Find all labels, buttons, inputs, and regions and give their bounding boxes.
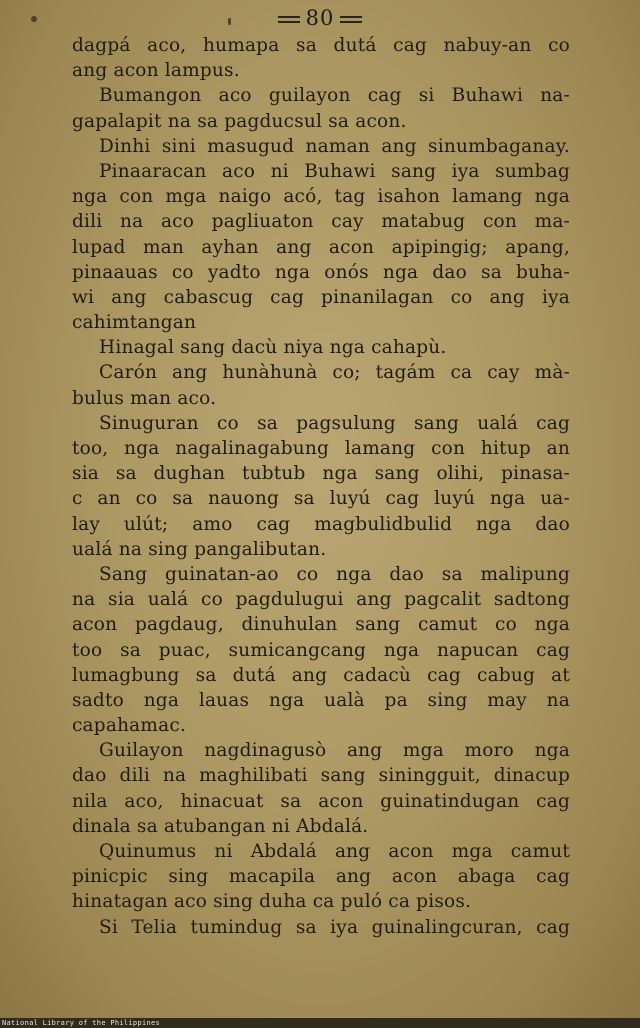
page-number (0, 6, 640, 30)
text-line: dagpá aco, humapa sa dutá cag nabuy-an co (72, 35, 570, 56)
text-line: capahamac. (72, 715, 187, 737)
text-line: Carón ang hunàhunà co; tagám ca cay mà- (99, 362, 570, 384)
text-line: bulus man aco. (72, 387, 217, 409)
text-line: lupad man ayhan ang acon apipingig; apang, (72, 236, 570, 258)
text-line: hinatagan aco sing duha ca puló ca pisos. (72, 891, 472, 913)
page-number-text: 80 (305, 6, 335, 30)
text-line: Sinuguran co sa pagsulung sang ualá cag (99, 412, 570, 434)
text-line: Guilayon nagdinagusò ang mga moro nga (99, 740, 570, 762)
text-line: nila aco, hinacuat sa acon guinatindugan cag (72, 790, 570, 812)
text-line: cahimtangan (72, 312, 197, 334)
text-line: na sia ualá co pagdulugui ang pagcalit sadtong (72, 589, 570, 611)
text-line: gapalapit na sa pagducsul sa acon. (72, 110, 407, 132)
text-line: dao dili na maghilibati sang siningguit, dinacup (72, 765, 570, 787)
text-line: lay ulút; amo cag magbulidbulid nga dao (72, 513, 570, 535)
body-text (72, 33, 570, 940)
text-line: Dinhi sini masugud naman ang sinumbaganay. (99, 135, 570, 157)
text-line: Si Telia tumindug sa iya guinalingcuran, cag (99, 916, 570, 938)
text-line: Pinaaracan aco ni Buhawi sang iya sumbag (99, 160, 570, 182)
text-line: acon pagdaug, dinuhulan sang camut co nga (72, 614, 570, 636)
page-number-left-rule (278, 16, 300, 23)
text-line: pinicpic sing macapila ang acon abaga cag (72, 866, 570, 888)
text-line: sadto nga lauas nga ualà pa sing may na (72, 689, 570, 711)
text-line: ualá na sing pangalibutan. (72, 538, 327, 560)
text-line: ang acon lampus. (72, 60, 240, 82)
text-line: too, nga nagalinagabung lamang con hitup an (72, 438, 570, 459)
text-line: pinaauas co yadto nga onós nga dao sa buha- (72, 261, 570, 283)
text-line: wi ang cabascug cag pinanilagan co ang iya (72, 286, 570, 308)
text-line: Bumangon aco guilayon cag si Buhawi na- (99, 85, 570, 107)
text-line: too sa puac, sumicangcang nga napucan cag (72, 639, 570, 661)
text-line: Quinumus ni Abdalá ang acon mga camut (99, 841, 570, 862)
library-credit: National Library of the Philippines (2, 1019, 161, 1027)
text-line: nga con mga naigo acó, tag isahon lamang nga (72, 186, 570, 208)
text-line: Hinagal sang dacù niya nga cahapù. (99, 337, 447, 359)
page-number-right-rule (340, 16, 362, 23)
text-line: dili na aco pagliuaton cay matabug con ma- (72, 211, 570, 233)
text-line: lumagbung sa dutá ang cadacù cag cabug at (72, 664, 570, 686)
text-line: c an co sa nauong sa luyú cag luyú nga ua- (72, 488, 570, 510)
text-line: sia sa dughan tubtub nga sang olihi, pinasa- (72, 463, 570, 485)
text-line: Sang guinatan-ao co nga dao sa malipung (99, 563, 570, 585)
text-line: dinala sa atubangan ni Abdalá. (72, 815, 369, 837)
